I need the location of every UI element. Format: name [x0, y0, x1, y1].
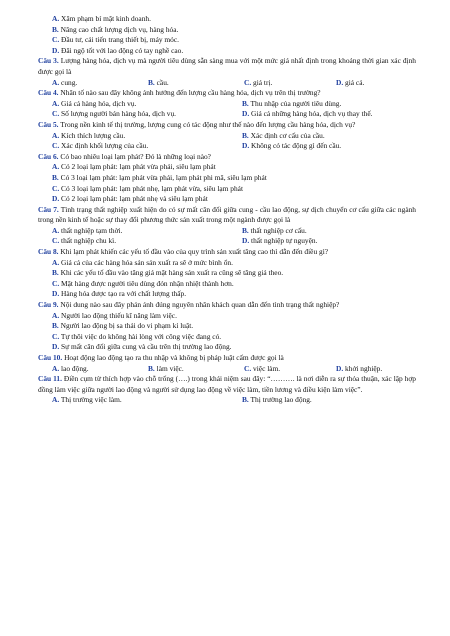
question-number: Câu 5.	[38, 119, 59, 129]
question-8	[38, 247, 416, 300]
option-key: B.	[148, 363, 155, 373]
question-10	[38, 353, 416, 374]
text: lao động.	[61, 363, 89, 373]
question-5	[38, 120, 416, 152]
option-c	[244, 364, 336, 375]
option-key: C.	[52, 331, 60, 341]
question-number: Câu 8.	[38, 247, 59, 257]
options-row	[38, 395, 416, 406]
option-b	[38, 25, 416, 36]
text: cầu.	[156, 77, 169, 87]
option-key: C.	[52, 236, 60, 246]
question-11	[38, 374, 416, 406]
option-key: C.	[244, 363, 252, 373]
text: Khi lạm phát khiến các yếu tố đầu vào của quy trình sản xuất tăng cao thì dẫn đến điều gì?	[60, 247, 329, 257]
option-a	[38, 14, 416, 25]
text: Số lượng người bán hàng hóa, dịch vụ.	[61, 109, 177, 119]
option-a	[52, 364, 148, 375]
text: Xác định khối lượng của cầu.	[61, 141, 149, 151]
option-c	[38, 332, 416, 343]
option-c	[38, 279, 416, 290]
option-b	[242, 99, 341, 110]
top-options	[38, 14, 416, 56]
option-a	[52, 99, 242, 110]
text: Có 3 loại lạm phát: lạm phát nhẹ, lạm phát vừa, siêu lạm phát	[61, 183, 244, 193]
option-key: B.	[52, 321, 59, 331]
text: Nhân tố nào sau đây không ảnh hưởng đến lượng cầu hàng hóa, dịch vụ trên thị trường?	[60, 88, 321, 98]
option-d	[336, 78, 364, 89]
option-key: D.	[336, 77, 344, 87]
text: Có 2 loại lạm phát: lạm phát nhẹ và siêu lạm phát	[61, 194, 208, 204]
question-number: Câu 9.	[38, 300, 59, 310]
option-key: B.	[52, 172, 59, 182]
option-c	[52, 236, 242, 247]
option-key: D.	[242, 236, 250, 246]
text: Thị trường việc làm.	[60, 395, 122, 405]
option-key: C.	[52, 35, 60, 45]
option-key: A.	[52, 130, 60, 140]
option-key: C.	[244, 77, 252, 87]
text: Mặt hàng được người tiêu dùng đón nhận nhiệt thành hơn.	[61, 278, 234, 288]
text: cung.	[61, 77, 78, 87]
text: Đầu tư, cải tiến trang thiết bị, máy móc.	[61, 35, 179, 45]
text: thất nghiệp cơ cấu.	[250, 225, 307, 235]
question-number: Câu 10.	[38, 353, 63, 362]
question-number: Câu 4.	[38, 88, 59, 98]
option-c	[38, 35, 416, 46]
option-c	[52, 141, 242, 152]
option-key: B.	[52, 268, 59, 278]
option-key: B.	[52, 24, 59, 34]
option-key: D.	[242, 141, 250, 151]
option-c	[38, 184, 416, 195]
option-key: D.	[52, 289, 60, 299]
question-text	[38, 120, 416, 131]
option-a	[38, 258, 416, 269]
option-key: B.	[148, 77, 155, 87]
text: thất nghiệp tạm thời.	[61, 225, 123, 235]
text: Xác định cơ cấu của cầu.	[250, 130, 325, 140]
options-row	[38, 226, 416, 237]
question-3	[38, 56, 416, 88]
option-key: A.	[52, 162, 60, 172]
option-b	[242, 395, 312, 406]
option-a	[52, 78, 148, 89]
text: Điền cụm từ thích hợp vào chỗ trống (….) trong khái niệm sau đây: “………. là nơi diễn ra sự thỏa thuận, xác lập hợp đồng làm việc giữa người lao động và người sử dụng lao động về việc làm, tiền lương và điều kiện làm việc”.	[38, 374, 416, 394]
question-9	[38, 300, 416, 353]
text: Khi các yếu tố đầu vào tăng giá mặt hàng sản xuất ra cũng sẽ tăng giá theo.	[60, 268, 284, 278]
option-a	[38, 311, 416, 322]
options-row	[38, 109, 416, 120]
text: Người lao động bị sa thải do vi phạm kỉ luật.	[60, 321, 194, 331]
option-d	[336, 364, 382, 375]
text: giá trị.	[253, 77, 273, 87]
options-row	[38, 131, 416, 142]
text: thất nghiệp tự nguyện.	[251, 236, 318, 246]
question-6	[38, 152, 416, 205]
text: khởi nghiệp.	[345, 363, 383, 373]
option-d	[242, 141, 341, 152]
option-key: D.	[52, 342, 60, 352]
question-number: Câu 6.	[38, 151, 59, 161]
question-text	[38, 247, 416, 258]
text: Hoạt động lao động tạo ra thu nhập và không bị pháp luật cấm được gọi là	[64, 353, 284, 362]
option-key: B.	[242, 130, 249, 140]
question-7	[38, 205, 416, 247]
option-b	[148, 364, 244, 375]
option-a	[52, 395, 242, 406]
options-row	[38, 236, 416, 247]
options-row	[38, 78, 416, 89]
text: Xâm phạm bí mật kinh doanh.	[61, 14, 151, 23]
text: giá cả.	[345, 77, 365, 87]
text: Kích thích lượng cầu.	[61, 130, 126, 140]
text: Sự mất cân đối giữa cung và cầu trên thị trường lao động.	[61, 342, 232, 352]
option-d	[38, 342, 416, 353]
option-a	[52, 226, 242, 237]
text: Hàng hóa được tạo ra với chất lượng thấp.	[61, 289, 187, 299]
option-c	[244, 78, 336, 89]
text: Tình trạng thất nghiệp xuất hiện do có sự mất cân đối giữa cung - cầu lao động, sự dịch chuyển cơ cấu giữa các ngành trong nền kinh tế hoặc sự thay đổi phương thức sản xuất trong một ngành được gọi là	[38, 204, 416, 225]
option-key: D.	[336, 363, 344, 373]
options-row	[38, 141, 416, 152]
option-a	[52, 131, 242, 142]
text: Giá cả hàng hóa, dịch vụ.	[61, 98, 137, 108]
text: Giá cả những hàng hóa, dịch vụ thay thế.	[251, 109, 373, 119]
text: Lượng hàng hóa, dịch vụ mà người tiêu dùng sẵn sàng mua với một mức giá nhất định trong khoảng thời gian xác định được gọi là	[38, 56, 416, 76]
text: Thị trường lao động.	[250, 395, 312, 405]
option-b	[242, 226, 307, 237]
option-key: C.	[52, 109, 60, 119]
option-key: A.	[52, 77, 60, 87]
option-key: C.	[52, 278, 60, 288]
text: Tự thôi việc do không hài lòng với công việc đang có.	[60, 331, 222, 341]
option-d	[242, 109, 372, 120]
option-key: A.	[52, 225, 60, 235]
option-key: A.	[52, 14, 60, 23]
text: Người lao động thiếu kĩ năng làm việc.	[61, 310, 177, 320]
option-b	[38, 321, 416, 332]
option-c	[52, 109, 242, 120]
question-text	[38, 374, 416, 395]
option-key: A.	[52, 363, 60, 373]
text: Nội dung nào sau đây phản ánh đúng nguyên nhân khách quan dẫn đến tình trạng thất nghiệp?	[60, 300, 340, 310]
option-key: B.	[242, 225, 249, 235]
question-text	[38, 88, 416, 99]
text: Có bao nhiêu loại lạm phát? Đó là những loại nào?	[60, 151, 211, 161]
option-key: A.	[52, 257, 60, 267]
text: Có 3 loại lạm phát: lạm phát vừa phải, lạm phát phi mã, siêu lạm phát	[60, 172, 267, 182]
text: việc làm.	[253, 363, 281, 373]
option-key: D.	[52, 194, 60, 204]
option-b	[38, 173, 416, 184]
option-key: B.	[242, 395, 249, 405]
question-text	[38, 205, 416, 226]
question-number: Câu 3.	[38, 56, 59, 66]
option-d	[242, 236, 317, 247]
text: thất nghiệp chu kì.	[61, 236, 117, 246]
text: làm việc.	[156, 363, 184, 373]
options-row	[38, 364, 416, 375]
option-a	[38, 162, 416, 173]
text: Không có tác động gì đến cầu.	[251, 141, 342, 151]
option-key: A.	[52, 310, 60, 320]
option-key: D.	[52, 45, 60, 55]
option-key: C.	[52, 141, 60, 151]
option-b	[38, 268, 416, 279]
option-b	[148, 78, 244, 89]
option-b	[242, 131, 325, 142]
question-text	[38, 300, 416, 311]
question-text	[38, 353, 416, 364]
question-text	[38, 152, 416, 163]
option-d	[38, 194, 416, 205]
option-d	[38, 289, 416, 300]
options-row	[38, 99, 416, 110]
option-d	[38, 46, 416, 57]
question-number: Câu 7.	[38, 204, 59, 214]
option-key: D.	[242, 109, 250, 119]
option-key: A.	[52, 98, 60, 108]
text: Thu nhập của người tiêu dùng.	[250, 98, 342, 108]
option-key: C.	[52, 183, 60, 193]
option-key: B.	[242, 98, 249, 108]
text: Giá cả của các hàng hóa sản sản xuất ra sẽ ở mức bình ổn.	[61, 257, 233, 267]
question-text	[38, 56, 416, 77]
text: Đãi ngộ tốt với lao động có tay nghề cao.	[61, 45, 184, 55]
text: Trong nền kinh tế thị trường, lượng cung có tác động như thế nào đến lượng cầu hàng hóa, dịch vụ?	[60, 119, 356, 129]
question-4	[38, 88, 416, 120]
text: Nâng cao chất lượng dịch vụ, hàng hóa.	[60, 24, 179, 34]
option-key: A.	[52, 395, 60, 405]
question-number: Câu 11.	[38, 374, 62, 384]
text: Có 2 loại lạm phát: lạm phát vừa phải, siêu lạm phát	[61, 162, 216, 172]
